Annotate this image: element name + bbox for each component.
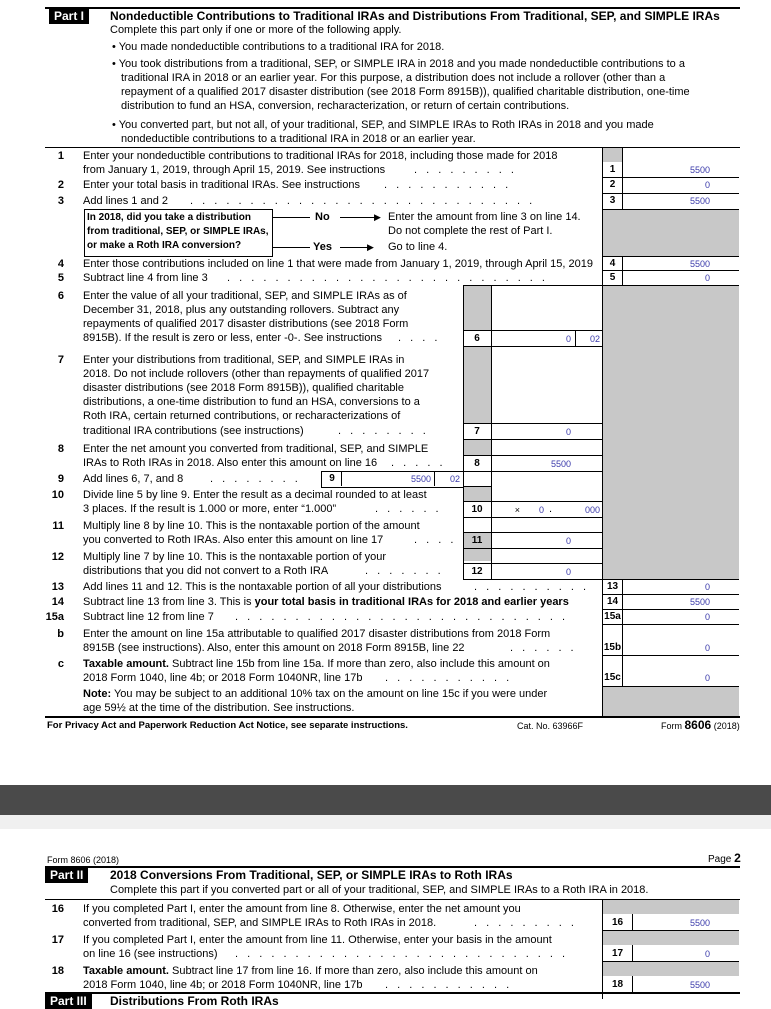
page-prefix: Page	[708, 854, 735, 865]
line-2-text: Enter your total basis in traditional IRAs. See instructions	[83, 179, 360, 191]
line-15c-amount[interactable]: 0	[704, 673, 710, 683]
line-1-text: from January 1, 2019, through April 15, 2019. See instructions	[83, 164, 386, 176]
line-16-text: If you completed Part I, enter the amount from line 8. Otherwise, enter the net amount you	[83, 903, 521, 915]
rule	[463, 471, 602, 472]
box-label: 1	[609, 164, 616, 175]
rule	[602, 285, 739, 286]
note-text: age 59½ at the time of the distribution. See instructions.	[83, 702, 355, 714]
box-label: 15b	[603, 642, 622, 653]
line-16-text: converted from traditional, SEP, and SIMPLE IRAs to Roth IRAs in 2018.	[83, 917, 437, 929]
part2-label: Part II	[45, 868, 88, 883]
box-label: 17	[611, 948, 624, 959]
line-7-text: Roth IRA, certain returned contributions, or recharacterizations of	[83, 410, 401, 422]
line-3-text: Add lines 1 and 2	[83, 195, 169, 207]
leader-dots: . . . . .	[391, 457, 446, 469]
multiply-symbol: ×	[514, 505, 520, 515]
line-8-text: Enter the net amount you converted from traditional, SEP, and SIMPLE	[83, 443, 429, 455]
line-15c-text-a: Subtract line 15b from line 15a. If more than zero, also include this amount on	[168, 658, 550, 670]
connector	[272, 247, 310, 248]
no-instruction: Enter the amount from line 3 on line 14.	[388, 211, 581, 223]
line-number: 14	[51, 596, 64, 608]
leader-dots: . . . . . . . . . . .	[385, 672, 513, 684]
line-16-amount[interactable]: 5500	[689, 918, 710, 928]
leader-dots: . . . . . . . . . . . . . . . . . . . . . . . . . . . . .	[190, 195, 536, 207]
decimal-point: .	[549, 503, 553, 515]
shade	[463, 285, 491, 330]
rule	[463, 532, 602, 533]
shade	[602, 209, 739, 256]
rule	[602, 655, 739, 656]
line-13-amount[interactable]: 0	[704, 582, 710, 592]
line-11-text: Multiply line 8 by line 10. This is the nontaxable portion of the amount	[83, 520, 420, 532]
shade	[602, 148, 622, 162]
rule	[463, 563, 602, 564]
question-text: from traditional, SEP, or SIMPLE IRAs,	[87, 226, 269, 237]
page2-form-ref: Form 8606 (2018)	[47, 855, 120, 865]
part-label: Part I	[49, 9, 89, 24]
line-4-amount[interactable]: 5500	[689, 259, 710, 269]
line-4-text: Enter those contributions included on line 1 that were made from January 1, 2019, through April 15, 2019	[83, 258, 593, 270]
connector	[272, 217, 310, 218]
leader-dots: . . . . . . . .	[210, 473, 301, 485]
line-18-text: 2018 Form 1040, line 4b; or 2018 Form 1040NR, line 17b	[83, 979, 363, 991]
col-rule	[602, 148, 603, 716]
line-number: 2	[57, 179, 64, 191]
line-number: 8	[57, 443, 64, 455]
rule	[463, 486, 491, 487]
rule	[463, 330, 602, 331]
bullet-2-cont: repayment of a qualified 2017 disaster distribution (see 2018 Form 8915B)), qualified charitable distribution, one-time	[121, 86, 690, 98]
part2-title: 2018 Conversions From Traditional, SEP, or SIMPLE IRAs to Roth IRAs	[110, 868, 513, 882]
leader-dots: . . . .	[414, 534, 457, 546]
line-8-amount[interactable]: 5500	[550, 459, 571, 469]
note-text-a: You may be subject to an additional 10% tax on the amount on line 15c if you were under	[111, 688, 548, 700]
line-number: 16	[51, 903, 64, 915]
line-number: 13	[51, 581, 64, 593]
line-number: 1	[57, 150, 64, 162]
line-15b-text: Enter the amount on line 15a attributable to qualified 2017 disaster distributions from 2018 Form	[83, 628, 551, 640]
shade	[602, 900, 739, 914]
line-7-text: traditional IRA contributions (see instructions)	[83, 425, 304, 437]
line-15a-amount[interactable]: 0	[704, 612, 710, 622]
bullet-2-cont: traditional IRA in 2018 or an earlier year. For this purpose, a distribution does not include a rollover (other than a	[121, 72, 666, 84]
box-label: 7	[474, 426, 480, 437]
part3-label: Part III	[45, 994, 92, 1009]
line-15b-amount[interactable]: 0	[704, 643, 710, 653]
line-15b-text: 8915B (see instructions). Also, enter this amount on 2018 Form 8915B, line 22	[83, 642, 465, 654]
question-text: or make a Roth IRA conversion?	[87, 240, 242, 251]
line-number: 11	[52, 520, 64, 532]
box-label: 13	[606, 581, 619, 592]
line-11-amount[interactable]: 0	[565, 536, 571, 546]
line-12-text: distributions that you did not convert to a Roth IRA	[83, 565, 329, 577]
arrow-icon: ▶	[367, 242, 374, 252]
rule	[463, 548, 602, 549]
rule	[463, 439, 602, 440]
part-intro: Complete this part only if one or more of the following apply.	[110, 24, 402, 36]
page-gap	[0, 815, 771, 829]
line-1-text: Enter your nondeductible contributions to traditional IRAs for 2018, including those made for 2018	[83, 150, 558, 162]
box-label: 15a	[604, 611, 621, 622]
rule	[463, 346, 602, 347]
line-6-cents[interactable]: 02	[589, 334, 600, 344]
page-num: 2	[734, 851, 741, 865]
line-number: 17	[51, 934, 64, 946]
line-1-amount[interactable]: 5500	[689, 165, 710, 175]
line-5-text: Subtract line 4 from line 3	[83, 272, 208, 284]
line-number: 9	[57, 473, 64, 485]
arrow-line	[340, 217, 378, 218]
form-prefix: Form	[661, 721, 685, 731]
shade	[602, 962, 739, 976]
box-label: 11	[471, 535, 483, 546]
line-17-text: on line 16 (see instructions)	[83, 948, 218, 960]
line-14-text	[83, 595, 569, 609]
line-6-text: repayments of qualified 2017 disaster distributions (see 2018 Form	[83, 318, 409, 330]
note-label: Note:	[83, 688, 112, 700]
leader-dots: . . . . . .	[375, 503, 442, 515]
rule	[602, 961, 739, 962]
catalog-number: Cat. No. 63966F	[517, 721, 584, 731]
leader-dots: . . . . . . .	[365, 565, 444, 577]
line-10-text: Divide line 5 by line 9. Enter the result as a decimal rounded to at least	[83, 489, 427, 501]
line-9-cents[interactable]: 02	[449, 474, 460, 484]
form-number: 8606	[684, 718, 712, 732]
leader-dots: . . . . . . . . . . .	[384, 179, 512, 191]
line-14-text-b: your total basis in traditional IRAs for 2018 and earlier years	[254, 596, 569, 608]
bullet-1: • You made nondeductible contributions to a traditional IRA for 2018.	[112, 41, 445, 53]
box-label: 16	[611, 917, 624, 928]
line-number: 4	[57, 258, 64, 270]
form-year: (2018)	[711, 721, 740, 731]
line-7-text: Enter your distributions from traditional, SEP, and SIMPLE IRAs in	[83, 354, 405, 366]
rule	[45, 147, 740, 148]
shade	[602, 285, 739, 579]
line-9-text: Add lines 6, 7, and 8	[83, 473, 184, 485]
question-text: In 2018, did you take a distribution	[87, 212, 251, 223]
line-7-text: distributions, a one-time distribution to fund an HSA, conversions to a	[83, 396, 420, 408]
line-2-amount[interactable]: 0	[704, 180, 710, 190]
page-number	[708, 851, 741, 867]
privacy-notice: For Privacy Act and Paperwork Reduction Act Notice, see separate instructions.	[47, 720, 408, 731]
line-12-text: Multiply line 7 by line 10. This is the nontaxable portion of your	[83, 551, 387, 563]
rule	[463, 517, 602, 518]
rule	[463, 423, 602, 424]
box-label: 6	[474, 333, 480, 344]
line-5-amount[interactable]: 0	[704, 273, 710, 283]
box-label: 14	[606, 596, 619, 607]
arrow-icon: ▶	[374, 212, 381, 222]
line-6-amount[interactable]: 0	[565, 334, 571, 344]
box-label: 3	[609, 195, 616, 206]
line-18-text-a: Subtract line 17 from line 16. If more than zero, also include this amount on	[168, 965, 538, 977]
rule	[602, 930, 739, 931]
shade	[602, 931, 739, 945]
rule	[463, 285, 602, 286]
leader-dots: . . . . . . . . .	[474, 917, 577, 929]
line-14-text-a: Subtract line 13 from line 3. This is	[83, 596, 255, 608]
form-id	[661, 718, 740, 733]
line-number: 5	[57, 272, 64, 284]
page-separator	[0, 785, 771, 815]
rule	[463, 501, 602, 502]
line-8-text: IRAs to Roth IRAs in 2018. Also enter this amount on line 16	[83, 457, 378, 469]
line-12-amount[interactable]: 0	[565, 567, 571, 577]
line-number: b	[57, 628, 64, 640]
yes-label: Yes	[313, 241, 332, 253]
line-15c-text-bold: Taxable amount.	[83, 658, 169, 670]
line-14-amount[interactable]: 5500	[689, 597, 710, 607]
part2-intro: Complete this part if you converted part or all of your traditional, SEP, and SIMPLE IRAs to a Roth IRA in 2018.	[110, 884, 649, 896]
note-text	[83, 687, 547, 701]
line-6-text: December 31, 2018, plus any outstanding rollovers. Subtract any	[83, 304, 400, 316]
leader-dots: . . . .	[398, 332, 441, 344]
box-label: 12	[471, 566, 483, 577]
rule	[602, 624, 739, 625]
line-3-amount[interactable]: 5500	[689, 196, 710, 206]
line-10-decimals[interactable]: 000	[584, 505, 600, 515]
line-18-text	[83, 964, 538, 978]
box-label: 15c	[604, 672, 621, 683]
leader-dots: . . . . . . . . . . . . . . . . . . . . . . . . . . . .	[235, 611, 569, 623]
line-number: 15a	[45, 611, 64, 623]
line-number: c	[57, 658, 64, 670]
line-7-text: 2018. Do not include rollovers (other than repayments of qualified 2017	[83, 368, 430, 380]
part-title: Nondeductible Contributions to Traditional IRAs and Distributions From Traditional, SEP, and SIMPLE IRAs	[110, 9, 720, 23]
leader-dots: . . . . . . . .	[338, 425, 429, 437]
bullet-3: • You converted part, but not all, of your traditional, SEP, and SIMPLE IRAs to Roth IRAs in 2018 and you made	[112, 119, 654, 131]
line-number: 12	[51, 551, 64, 563]
line-15c-text	[83, 657, 550, 671]
shade	[463, 486, 491, 501]
line-number: 18	[51, 965, 64, 977]
line-18-amount[interactable]: 5500	[689, 980, 710, 990]
leader-dots: . . . . . . . . .	[414, 164, 517, 176]
leader-dots: . . . . . . . . . .	[474, 581, 590, 593]
leader-dots: . . . . . . . . . . . . . . . . . . . . . . . . . . .	[227, 272, 548, 284]
line-10-text: 3 places. If the result is 1.000 or more, enter “1.000”	[83, 503, 337, 515]
line-9-amount[interactable]: 5500	[410, 474, 431, 484]
shade	[463, 440, 491, 455]
line-6-text: 8915B). If the result is zero or less, enter -0-. See instructions	[83, 332, 382, 344]
part3-title: Distributions From Roth IRAs	[110, 994, 279, 1008]
line-7-text: disaster distributions (see 2018 Form 8915B)), qualified charitable	[83, 382, 404, 394]
line-17-text: If you completed Part I, enter the amount from line 11. Otherwise, enter your basis in the amount	[83, 934, 552, 946]
leader-dots: . . . . . . . . . . .	[385, 979, 513, 991]
part3-header	[45, 994, 740, 1008]
no-label: No	[315, 211, 330, 223]
line-15c-text: 2018 Form 1040, line 4b; or 2018 Form 1040NR, line 17b	[83, 672, 363, 684]
rule	[602, 209, 739, 210]
line-number: 3	[57, 195, 64, 207]
leader-dots: . . . . . . . . . . . . . . . . . . . . . . . . . . . .	[235, 948, 569, 960]
shade	[463, 347, 491, 423]
line-15a-text: Subtract line 12 from line 7	[83, 611, 214, 623]
box-label: 5	[609, 272, 616, 283]
line-number: 10	[51, 489, 64, 501]
footer-rule	[45, 716, 740, 718]
line-6-text: Enter the value of all your traditional, SEP, and SIMPLE IRAs as of	[83, 290, 407, 302]
line-number: 6	[57, 290, 64, 302]
line-17-amount[interactable]: 0	[704, 949, 710, 959]
box-label: 4	[609, 258, 616, 269]
rule	[463, 455, 602, 456]
bullet-3-cont: nondeductible contributions to a traditional IRA in 2018 or an earlier year.	[121, 133, 476, 145]
shade	[602, 686, 739, 716]
bullet-2: • You took distributions from a traditional, SEP, or SIMPLE IRA in 2018 and you made nondeductible contributions to a	[112, 58, 685, 70]
box-label: 9	[323, 472, 342, 486]
bullet-2-cont: distribution to fund an HSA, conversion, recharacterization, or return of certain contributions.	[121, 100, 570, 112]
line-13-text: Add lines 11 and 12. This is the nontaxable portion of all your distributions	[83, 581, 442, 593]
yes-instruction: Go to line 4.	[388, 241, 448, 253]
box-label: 10	[471, 504, 483, 515]
line-number: 7	[57, 354, 64, 366]
box-label: 18	[611, 979, 624, 990]
line-11-text: you converted to Roth IRAs. Also enter this amount on line 17	[83, 534, 384, 546]
line-18-text-bold: Taxable amount.	[83, 965, 169, 977]
box-label: 2	[609, 179, 616, 190]
box-label: 8	[474, 458, 480, 469]
line-7-amount[interactable]: 0	[565, 427, 571, 437]
line-10-amount[interactable]: 0	[538, 505, 544, 515]
leader-dots: . . . . . .	[510, 642, 577, 654]
rule	[602, 686, 739, 687]
no-instruction: Do not complete the rest of Part I.	[388, 225, 553, 237]
